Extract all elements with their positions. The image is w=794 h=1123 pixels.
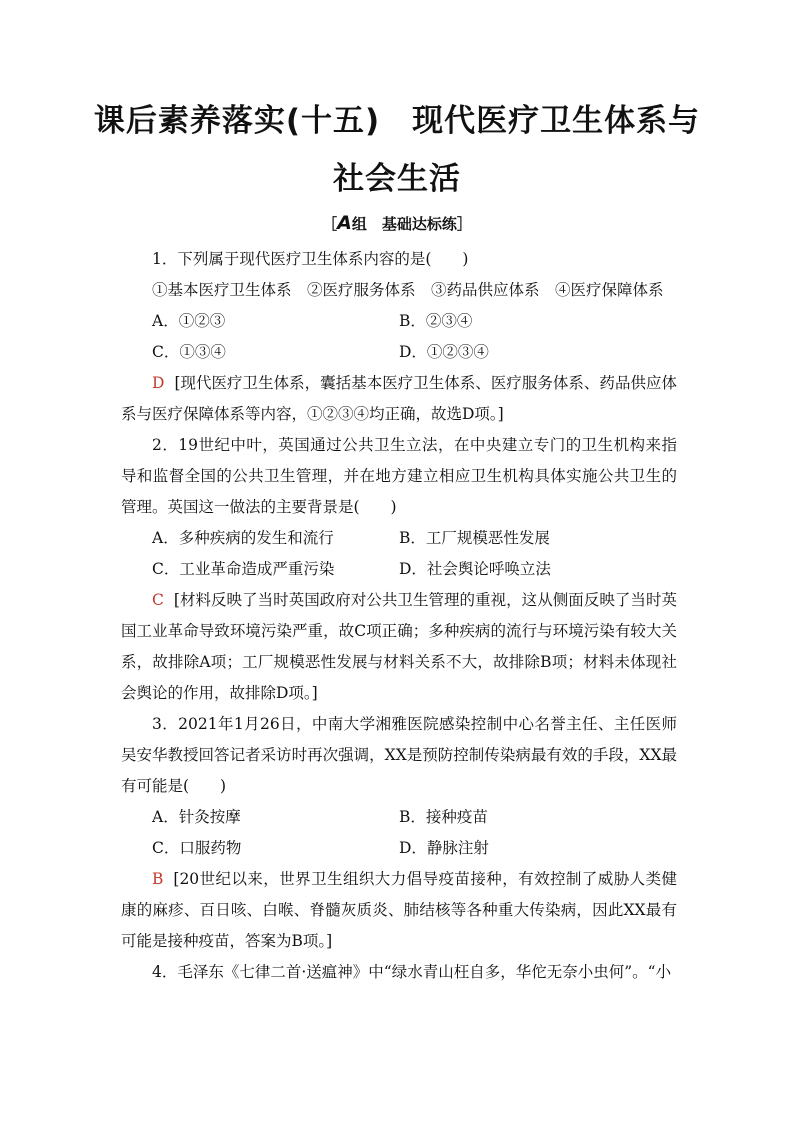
- title-line-2: 社会生活: [333, 161, 461, 197]
- question-2-option-c: C．工业革命造成严重污染: [152, 560, 335, 578]
- question-1-statements: ①基本医疗卫生体系 ②医疗服务体系 ③药品供应体系 ④医疗保障体系: [152, 281, 664, 299]
- question-2-option-a: A．多种疾病的发生和流行: [152, 529, 334, 547]
- question-1-option-b: B．②③④: [399, 312, 473, 330]
- question-3-stem: 3．2021年1月26日，中南大学湘雅医院感染控制中心名誉主任、主任医师吴安华教授回答记者采访时再次强调，XX是预防控制传染病最有效的手段，XX最有可能是( ): [121, 715, 677, 795]
- question-3-option-c: C．口服药物: [152, 839, 242, 857]
- section-letter: A: [337, 212, 352, 234]
- question-3-options-row-1: [121, 802, 677, 833]
- question-list: [121, 244, 677, 988]
- question-1-option-a: A．①②③: [152, 312, 226, 330]
- question-2-answer: C: [152, 591, 164, 609]
- question-1-analysis: [121, 368, 677, 430]
- question-1-stem: 1．下列属于现代医疗卫生体系内容的是( ): [152, 250, 469, 268]
- question-2-stem: 2．19世纪中叶，英国通过公共卫生立法，在中央建立专门的卫生机构来指导和监督全国的公共卫生管理，并在地方建立相应卫生机构具体实施公共卫生的管理。英国这一做法的主要背景是( ): [121, 436, 677, 516]
- question-3-option-b: B．接种疫苗: [399, 808, 488, 826]
- question-2-explanation: [材料反映了当时英国政府对公共卫生管理的重视，这从侧面反映了当时英国工业革命导致环境污染严重，故C项正确；多种疾病的流行与环境污染有较大关系，故排除A项；工厂规模恶性发展与材料关系不大，故排除B项；材料未体现社会舆论的作用，故排除D项。]: [121, 591, 677, 702]
- section-heading: [0, 212, 794, 234]
- question-1-explanation: [现代医疗卫生体系，囊括基本医疗卫生体系、医疗服务体系、药品供应体系与医疗保障体系等内容，①②③④均正确，故选D项。]: [121, 374, 677, 423]
- question-1-answer: D: [152, 374, 165, 392]
- question-3-options-row-2: [121, 833, 677, 864]
- question-3-analysis: [121, 864, 677, 957]
- question-3-option-a: A．针灸按摩: [152, 808, 241, 826]
- question-2-option-b: B．工厂规模恶性发展: [399, 529, 550, 547]
- question-3-answer: B: [152, 870, 164, 888]
- question-1-options-row-2: [121, 337, 677, 368]
- page-title: [0, 92, 794, 208]
- section-label: 组 基础达标练: [351, 215, 457, 233]
- question-2-analysis: [121, 585, 677, 709]
- title-line-1: 课后素养落实(十五) 现代医疗卫生体系与: [93, 103, 701, 139]
- question-2-options-row-2: [121, 554, 677, 585]
- question-1-options-row-1: [121, 306, 677, 337]
- question-1-option-c: C．①③④: [152, 343, 226, 361]
- question-4-stem: 4．毛泽东《七律二首·送瘟神》中“绿水青山枉自多，华佗无奈小虫何”。“小: [152, 963, 672, 981]
- section-bracket-open: ［: [322, 215, 338, 233]
- question-1-option-d: D．①②③④: [399, 343, 489, 361]
- question-3-option-d: D．静脉注射: [399, 839, 489, 857]
- question-3-explanation: [20世纪以来，世界卫生组织大力倡导疫苗接种，有效控制了威胁人类健康的麻疹、百日咳、白喉、脊髓灰质炎、肺结核等各种重大传染病，因此XX最有可能是接种疫苗，答案为B项。]: [121, 870, 677, 950]
- question-2-option-d: D．社会舆论呼唤立法: [399, 560, 551, 578]
- question-2-options-row-1: [121, 523, 677, 554]
- section-bracket-close: ］: [456, 215, 472, 233]
